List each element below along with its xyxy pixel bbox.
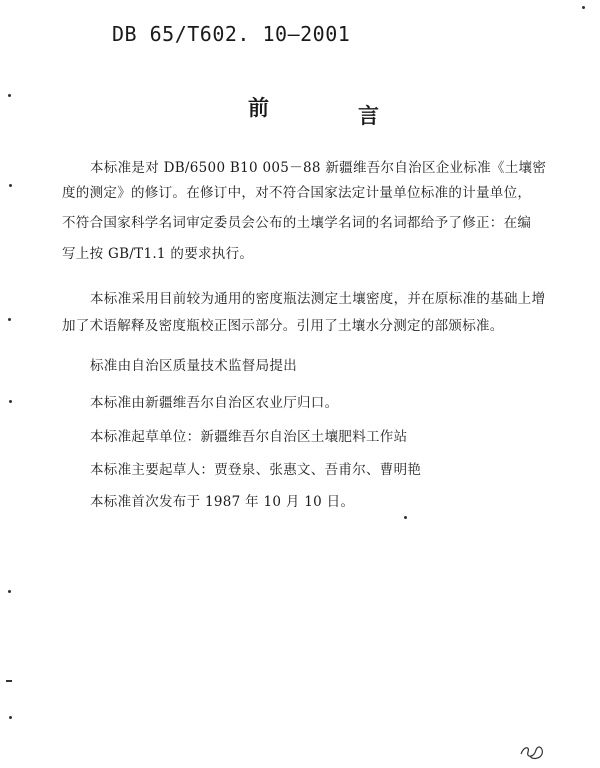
body-line-9: 本标准起草单位：新疆维吾尔自治区土壤肥料工作站 <box>90 429 408 445</box>
body-line-3: 不符合国家科学名词审定委员会公布的土壤学名词的名词都给予了修正：在编 <box>62 215 532 231</box>
scan-mark <box>6 680 12 682</box>
scan-speck <box>9 716 12 719</box>
scan-speck <box>8 94 11 97</box>
body-line-10: 本标准主要起草人：贾登泉、张惠文、吾甫尔、曹明艳 <box>90 462 422 478</box>
body-line-6: 加了术语解释及密度瓶校正图示部分。引用了土壤水分测定的部颁标准。 <box>62 318 504 334</box>
body-line-1: 本标准是对 DB/6500 B10 005－88 新疆维吾尔自治区企业标准《土壤密 <box>90 160 547 176</box>
body-line-4: 写上按 GB/T1.1 的要求执行。 <box>62 246 254 262</box>
scan-speck <box>8 318 11 321</box>
body-line-5: 本标准采用目前较为通用的密度瓶法测定土壤密度，并在原标准的基础上增 <box>90 291 546 307</box>
title-char-1: 前 <box>248 95 269 120</box>
title-char-2: 言 <box>358 103 379 128</box>
scan-speck <box>8 590 11 593</box>
signature-mark <box>518 740 548 762</box>
body-line-8: 本标准由新疆维吾尔自治区农业厅归口。 <box>90 395 339 411</box>
scan-speck <box>9 184 12 187</box>
standard-code: DB 65/T602. 10—2001 <box>112 22 351 46</box>
scan-speck <box>404 516 407 519</box>
body-line-11: 本标准首次发布于 1987 年 10 月 10 日。 <box>90 494 355 510</box>
body-line-7: 标准由自治区质量技术监督局提出 <box>90 358 297 374</box>
body-line-2: 度的测定》的修订。在修订中，对不符合国家法定计量单位标准的计量单位， <box>62 185 532 201</box>
scan-speck <box>9 400 12 403</box>
scan-speck <box>582 6 585 9</box>
